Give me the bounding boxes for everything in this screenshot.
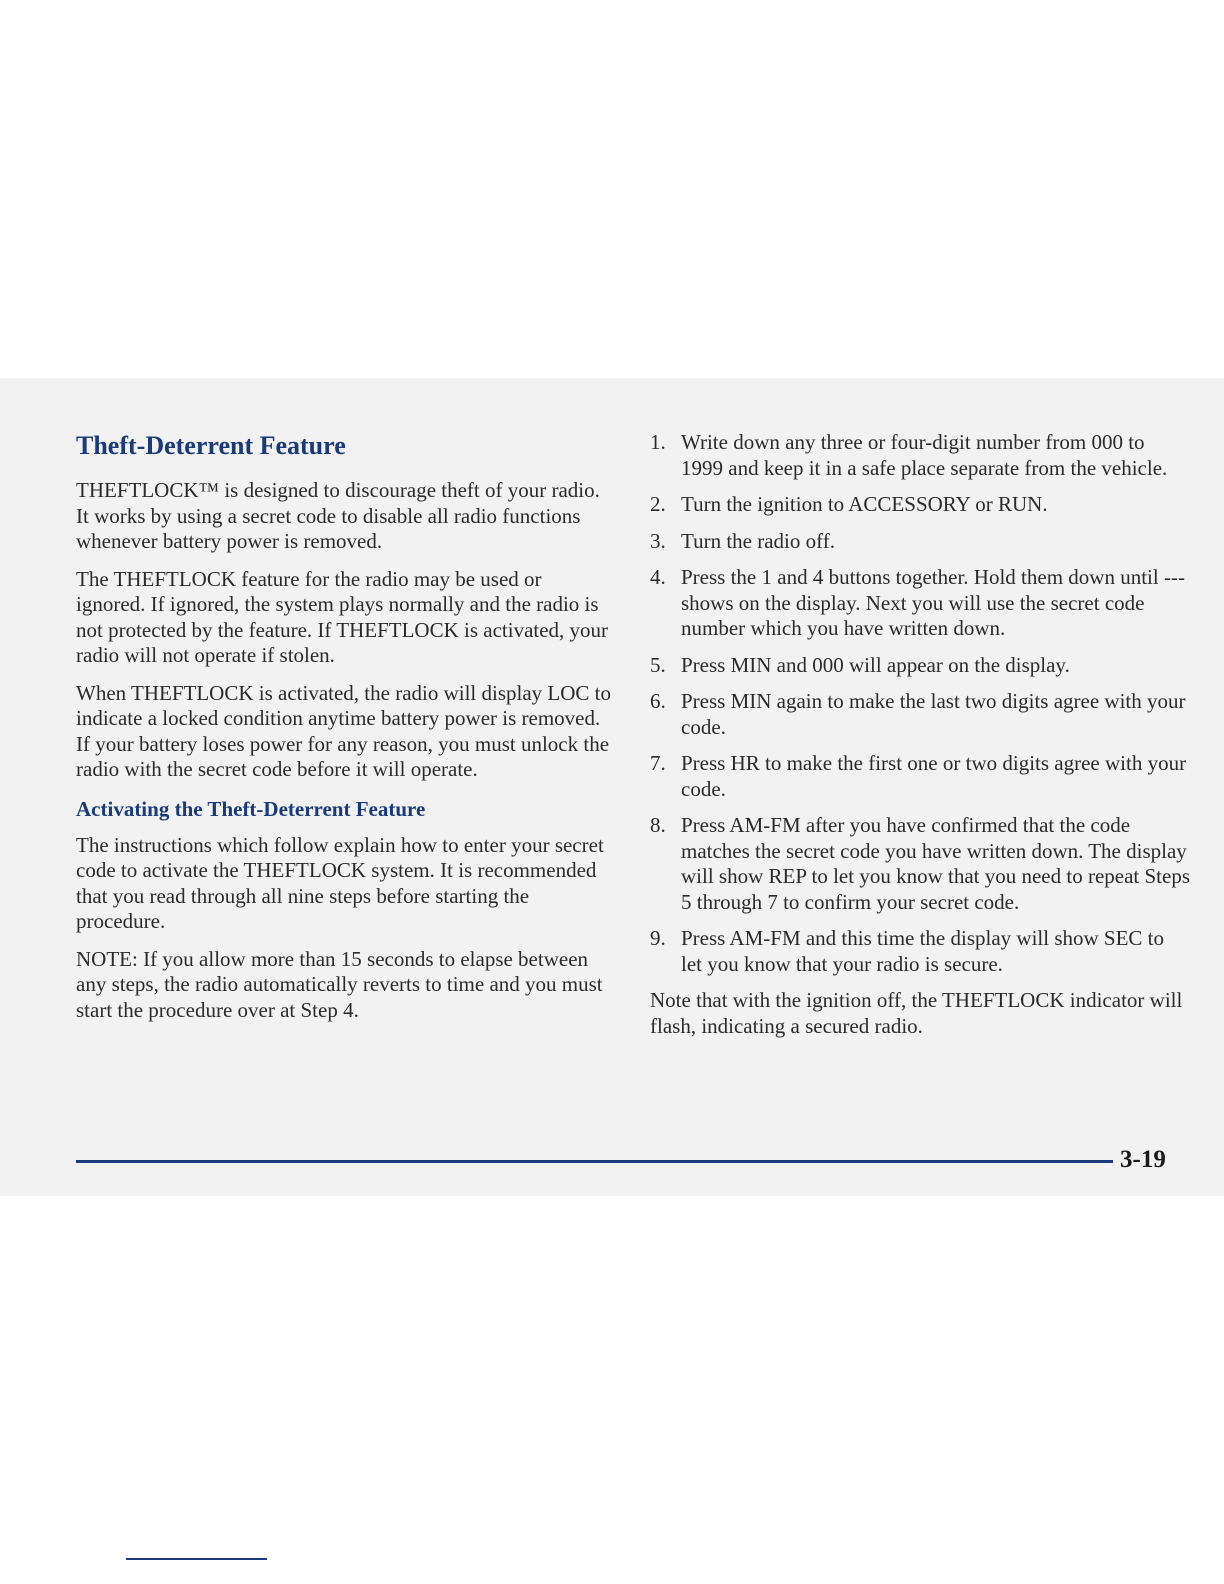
paragraph-note: NOTE: If you allow more than 15 seconds to elapse between any steps, the radio automatically reverts to time and you must start the procedure over at Step 4. [76, 946, 603, 1022]
step-text: Write down any three or four-digit number from 000 to 1999 and keep it in a safe place separate from the vehicle. [681, 430, 1168, 480]
step-text: Press AM-FM after you have confirmed that the code matches the secret code you have written down. The display will show REP to let you know that you need to repeat Steps 5 through 7 to confirm your secret code. [681, 813, 1190, 914]
list-item [650, 813, 1190, 915]
list-item [650, 529, 1190, 555]
step-text: Turn the ignition to ACCESSORY or RUN. [681, 492, 1048, 516]
list-item [650, 565, 1190, 642]
closing-note: Note that with the ignition off, the THEFTLOCK indicator will flash, indicating a secured radio. [650, 988, 1183, 1038]
right-column [650, 430, 1190, 1051]
list-item [650, 926, 1190, 977]
step-number: 9. [650, 926, 666, 950]
page-number: 3-19 [1120, 1146, 1166, 1173]
paragraph-intro: THEFTLOCK™ is designed to discourage theft of your radio. It works by using a secret code to disable all radio functions whenever battery power is removed. [76, 478, 600, 553]
step-number: 2. [650, 492, 666, 516]
left-column [76, 430, 616, 1035]
step-number: 7. [650, 751, 666, 775]
bottom-underline [126, 1558, 267, 1560]
footer-rule [76, 1160, 1113, 1163]
list-item [650, 653, 1190, 679]
subsection-heading: Activating the Theft-Deterrent Feature [76, 796, 426, 821]
step-number: 5. [650, 652, 666, 677]
step-number: 8. [650, 813, 666, 837]
step-text: Press HR to make the first one or two digits agree with your code. [681, 751, 1187, 801]
paragraph-usage: The THEFTLOCK feature for the radio may be used or ignored. If ignored, the system plays normally and the radio is not protected by the feature. If THEFTLOCK is activated, your radio will not operate if stolen. [76, 566, 609, 667]
step-number: 6. [650, 689, 666, 713]
list-item [650, 751, 1190, 802]
step-number: 3. [650, 528, 666, 553]
step-text: Press AM-FM and this time the display will show SEC to let you know that your radio is secure. [681, 926, 1165, 976]
section-heading: Theft-Deterrent Feature [76, 431, 346, 460]
step-text: Press MIN and 000 will appear on the display. [681, 652, 1070, 677]
list-item [650, 492, 1190, 518]
list-item [650, 430, 1190, 481]
list-item [650, 689, 1190, 740]
step-number: 4. [650, 565, 666, 589]
step-text: Turn the radio off. [681, 528, 835, 553]
steps-list [650, 430, 1190, 977]
paragraph-locked: When THEFTLOCK is activated, the radio will display LOC to indicate a locked condition anytime battery power is removed. If your battery loses power for any reason, you must unlock the radio with the secret code before it will operate. [76, 680, 612, 781]
step-text: Press the 1 and 4 buttons together. Hold them down until --- shows on the display. Next you will use the secret code number which you have written down. [681, 565, 1185, 640]
paragraph-instructions: The instructions which follow explain how to enter your secret code to activate the THEFTLOCK system. It is recommended that you read through all nine steps before starting the procedure. [76, 832, 604, 933]
step-text: Press MIN again to make the last two digits agree with your code. [681, 689, 1186, 739]
step-number: 1. [650, 430, 666, 454]
